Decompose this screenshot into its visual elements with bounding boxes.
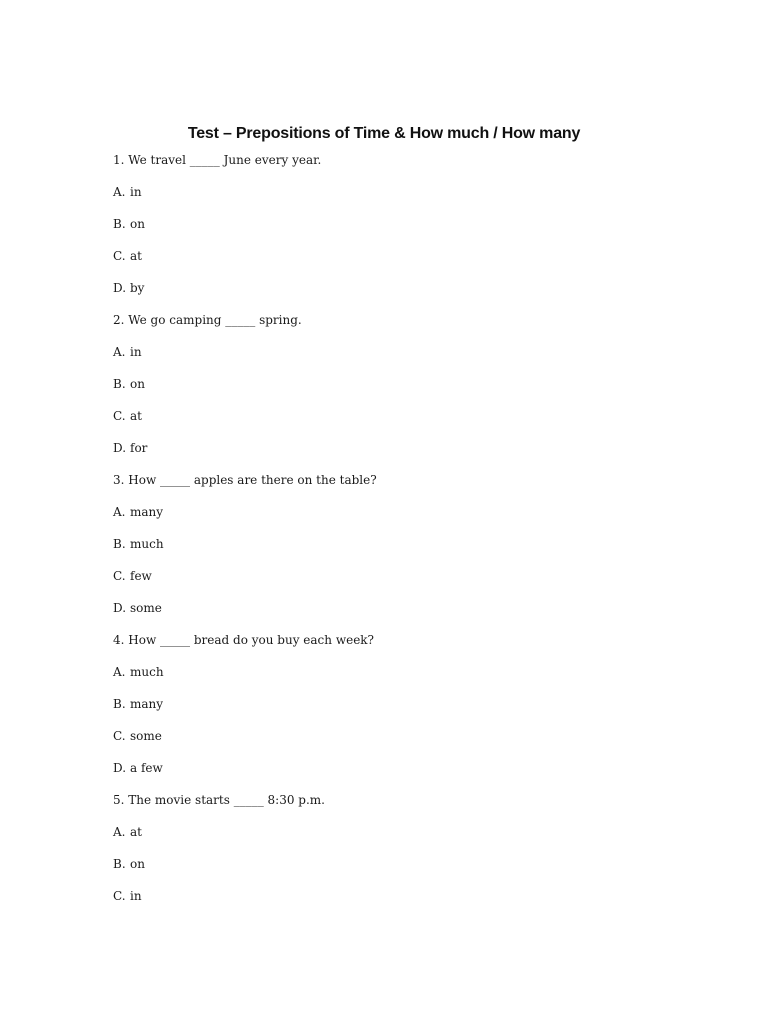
question-3-option-a [113,504,673,536]
option-text: many [130,505,164,519]
option-text: in [130,185,142,199]
option-letter: A. [113,505,126,519]
option-text: on [130,377,145,391]
option-text: much [130,665,164,679]
question-2-option-b [113,376,673,408]
question-3: 3. How _____ apples are there on the table? [113,473,377,487]
question-2: 2. We go camping _____ spring. [113,313,302,327]
question-1-option-c [113,248,673,280]
question-1: 1. We travel _____ June every year. [113,153,322,167]
question-4-option-d [113,760,673,792]
option-text: by [130,281,145,295]
option-letter: C. [113,889,126,903]
option-letter: D. [113,601,127,615]
option-text: on [130,217,145,231]
question-4-option-b [113,696,673,728]
option-letter: A. [113,665,126,679]
option-letter: C. [113,249,126,263]
question-3-option-c [113,568,673,600]
question-1-option-b [113,216,673,248]
question-list [113,152,673,920]
option-text: at [130,825,142,839]
option-text: a few [130,761,163,775]
question-5-option-b [113,856,673,888]
question-5: 5. The movie starts _____ 8:30 p.m. [113,793,325,807]
option-text: much [130,537,164,551]
option-text: for [130,441,148,455]
option-letter: B. [113,537,126,551]
question-4-option-a [113,664,673,696]
option-text: in [130,345,142,359]
question-4: 4. How _____ bread do you buy each week? [113,633,374,647]
option-text: few [130,569,152,583]
option-letter: B. [113,377,126,391]
option-text: some [130,729,162,743]
option-letter: A. [113,345,126,359]
option-text: many [130,697,164,711]
option-letter: A. [113,185,126,199]
option-letter: D. [113,281,127,295]
question-1-option-d [113,280,673,312]
option-text: at [130,249,142,263]
question-5-option-a [113,824,673,856]
option-letter: B. [113,217,126,231]
question-2-option-d [113,440,673,472]
option-letter: D. [113,441,127,455]
option-text: in [130,889,142,903]
option-text: on [130,857,145,871]
option-text: some [130,601,162,615]
option-letter: B. [113,857,126,871]
option-letter: A. [113,825,126,839]
option-letter: C. [113,569,126,583]
option-letter: C. [113,409,126,423]
question-2-option-c [113,408,673,440]
question-4-option-c [113,728,673,760]
question-5-option-c [113,888,673,920]
question-2-option-a [113,344,673,376]
option-letter: B. [113,697,126,711]
question-1-option-a [113,184,673,216]
option-letter: D. [113,761,127,775]
question-3-option-b [113,536,673,568]
option-text: at [130,409,142,423]
document-title: Test – Prepositions of Time & How much / How many [187,125,581,142]
option-letter: C. [113,729,126,743]
question-3-option-d [113,600,673,632]
